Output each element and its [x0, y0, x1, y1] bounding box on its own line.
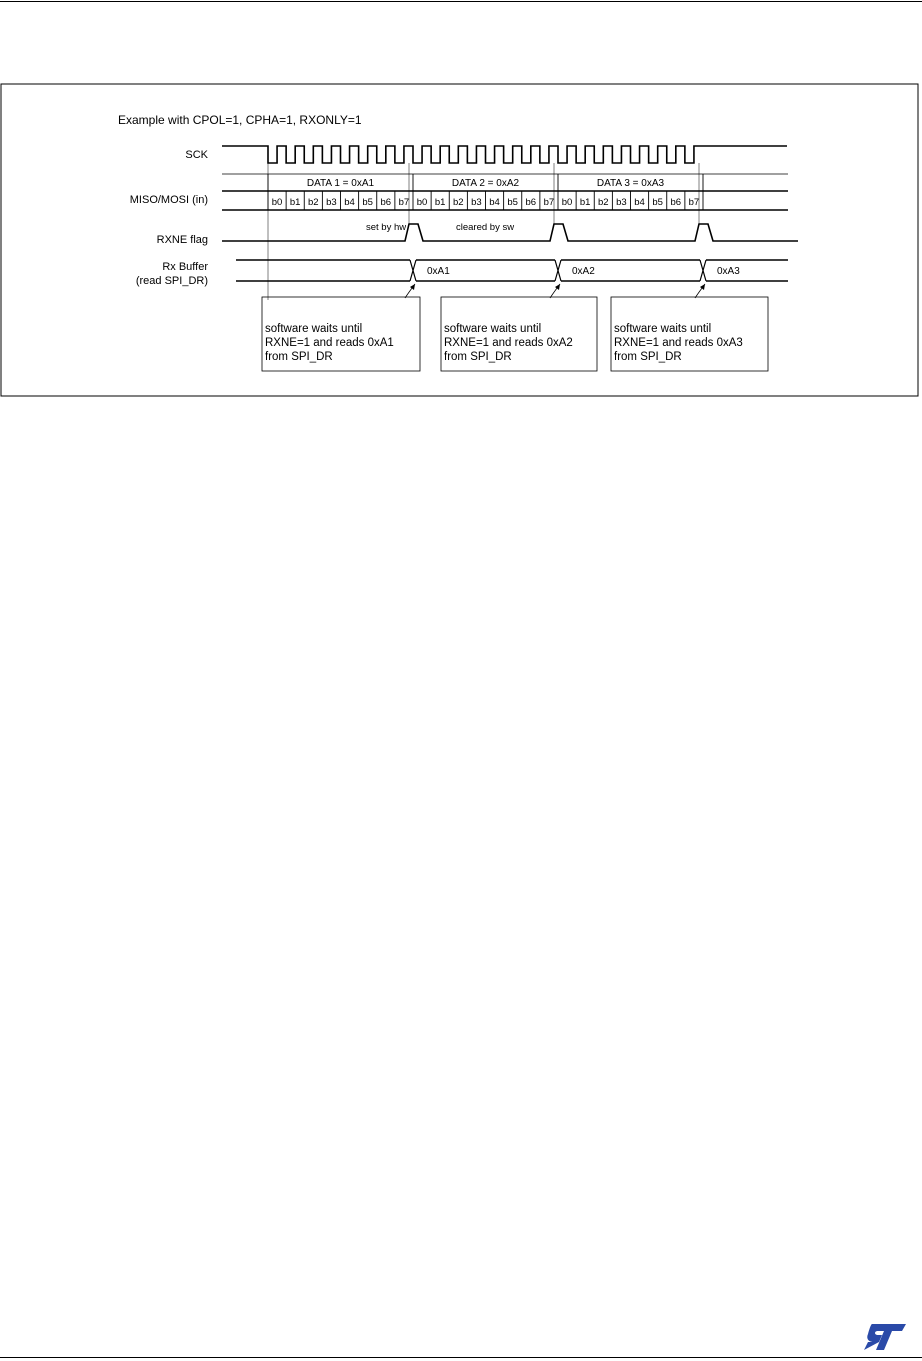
data-frame-label: DATA 2 = 0xA2: [451, 178, 520, 189]
bit-label: b5: [652, 197, 663, 208]
rxne-set-note: set by hw: [366, 222, 407, 233]
bit-label: b7: [398, 197, 410, 208]
bit-label: b7: [688, 197, 700, 208]
rx-buffer-sublabel: (read SPI_DR): [135, 275, 208, 287]
bit-label: b6: [525, 197, 537, 208]
st-logo-icon: [862, 1322, 906, 1352]
note-line: from SPI_DR: [444, 351, 512, 363]
bit-label: b0: [271, 197, 283, 208]
bit-label: b1: [434, 197, 446, 208]
rxne-cleared-note: cleared by sw: [456, 222, 515, 233]
bit-label: b4: [634, 197, 645, 208]
bit-label: b3: [616, 197, 627, 208]
note-line: software waits until: [444, 323, 542, 335]
bit-label: b1: [579, 197, 591, 208]
rxne-label: RXNE flag: [156, 234, 208, 246]
note-line: RXNE=1 and reads 0xA2: [444, 337, 573, 349]
bit-label: b6: [380, 197, 392, 208]
note-boxes: [262, 297, 768, 371]
bit-label: b0: [561, 197, 573, 208]
bit-label: b5: [507, 197, 518, 208]
bit-label: b5: [362, 197, 373, 208]
note-line: from SPI_DR: [265, 351, 333, 363]
note-line: RXNE=1 and reads 0xA3: [614, 337, 743, 349]
bit-label: b1: [289, 197, 301, 208]
page-bottom-rule: [0, 1357, 922, 1358]
spi-timing-diagram: [0, 0, 922, 410]
note-line: from SPI_DR: [614, 351, 682, 363]
rx-buffer-label: Rx Buffer: [162, 261, 208, 273]
bit-label: b7: [543, 197, 555, 208]
bit-label: b2: [308, 197, 319, 208]
miso-bus: [222, 174, 788, 210]
bit-label: b2: [598, 197, 609, 208]
bit-label: b4: [489, 197, 500, 208]
bit-label: b3: [471, 197, 482, 208]
rx-buffer-value: 0xA1: [427, 266, 450, 277]
note-line: RXNE=1 and reads 0xA1: [265, 337, 394, 349]
bit-label: b6: [670, 197, 682, 208]
rx-buffer-value: 0xA2: [572, 266, 595, 277]
bit-label: b4: [344, 197, 355, 208]
data-frame-label: DATA 3 = 0xA3: [596, 178, 665, 189]
bit-label: b3: [326, 197, 337, 208]
sck-waveform: [222, 146, 787, 163]
rx-buffer-bus: [236, 260, 788, 281]
sck-label: SCK: [185, 149, 208, 161]
rx-buffer-value: 0xA3: [717, 266, 740, 277]
bit-label: b0: [416, 197, 428, 208]
bit-label: b2: [453, 197, 464, 208]
miso-mosi-label: MISO/MOSI (in): [129, 194, 208, 206]
figure-title: Example with CPOL=1, CPHA=1, RXONLY=1: [118, 113, 362, 127]
data-frame-label: DATA 1 = 0xA1: [306, 178, 375, 189]
note-line: software waits until: [265, 323, 363, 335]
note-line: software waits until: [614, 323, 712, 335]
